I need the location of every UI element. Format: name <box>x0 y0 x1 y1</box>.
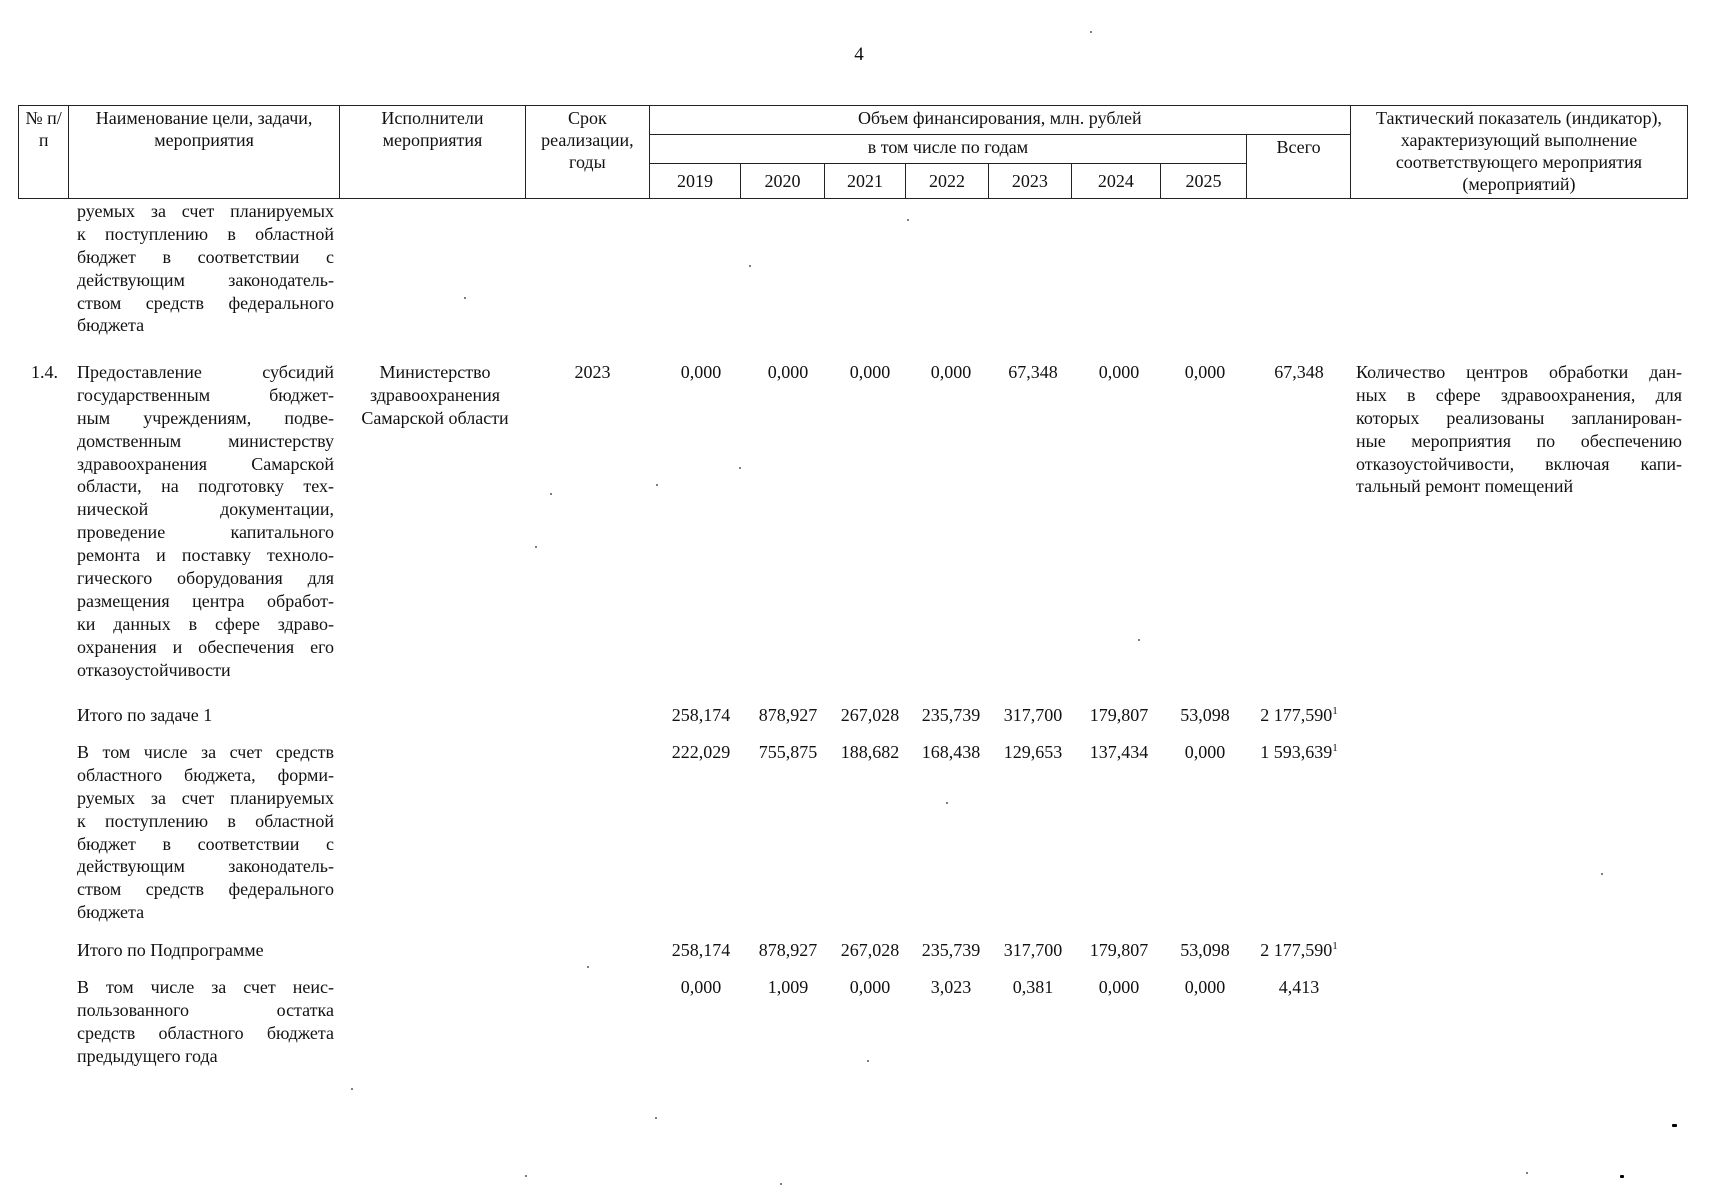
scan-speck <box>464 297 466 299</box>
text-line: домственным министерству <box>77 430 334 451</box>
funding-value: 3,023 <box>930 977 972 997</box>
text-line: здравоохранения <box>369 384 501 405</box>
funding-value: 0,000 <box>1184 362 1226 382</box>
row-name <box>77 704 334 727</box>
header-year: 2022 <box>906 164 988 199</box>
text-line: ством средств федерального <box>77 292 334 313</box>
header-term: Срок реализации, годы <box>525 106 649 199</box>
text-line: гического оборудования для <box>77 568 334 589</box>
funding-total-value: 2 177,590 <box>1260 940 1333 960</box>
funding-total-value: 4,413 <box>1278 977 1320 997</box>
funding-total-value: 2 177,590 <box>1260 705 1333 725</box>
header-year: 2019 <box>649 164 741 199</box>
funding-value: 179,807 <box>1089 705 1149 725</box>
text-line: действующим законодатель- <box>77 269 334 290</box>
funding-total-value: 67,348 <box>1274 362 1324 382</box>
funding-value: 188,682 <box>840 742 900 762</box>
funding-value: 0,000 <box>680 362 722 382</box>
funding-value: 0,000 <box>1184 742 1226 762</box>
funding-total-value: 1 593,639 <box>1260 742 1333 762</box>
text-line: Итого по задаче 1 <box>77 705 213 725</box>
text-line: Количество центров обработки дан- <box>1356 362 1682 382</box>
row-name <box>77 976 334 1068</box>
funding-total <box>1244 704 1354 727</box>
funding-total <box>1244 976 1354 999</box>
text-line: проведение капитального <box>77 522 334 543</box>
row-name <box>77 200 334 337</box>
text-line: тальный ремонт помещений <box>1356 476 1574 497</box>
row-name <box>77 361 334 681</box>
scan-speck <box>1526 1172 1528 1174</box>
text-line: ным учреждениям, подве- <box>77 407 334 428</box>
text-line: ством средств федерального <box>77 879 334 900</box>
funding-value: 0,000 <box>680 977 722 997</box>
row-name <box>77 741 334 924</box>
text-line: нической документации, <box>77 499 334 520</box>
text-line: здравоохранения Самарской <box>77 453 334 474</box>
header-name: Наименование цели, задачи, мероприятия <box>69 106 340 199</box>
text-line: охранения и обеспечения его <box>77 636 334 657</box>
funding-value: 235,739 <box>921 705 981 725</box>
funding-value: 0,000 <box>849 362 891 382</box>
funding-value: 317,700 <box>1003 705 1063 725</box>
scan-speck <box>749 265 751 267</box>
text-line: бюджет в соответствии с <box>77 833 334 854</box>
text-line: размещения центра обработ- <box>77 590 334 611</box>
funding-total <box>1244 741 1354 764</box>
text-line: предыдущего года <box>77 1045 218 1066</box>
text-line: Министерство <box>379 362 491 382</box>
text-line: руемых за счет планируемых <box>77 201 334 221</box>
scan-speck <box>946 802 948 804</box>
funding-value: 755,875 <box>758 742 818 762</box>
text-line: действующим законодатель- <box>77 856 334 877</box>
funding-value: 0,000 <box>1184 977 1226 997</box>
funding-value: 317,700 <box>1003 940 1063 960</box>
funding-value: 0,000 <box>930 362 972 382</box>
scan-speck <box>780 1183 782 1185</box>
funding-value: 179,807 <box>1089 940 1149 960</box>
funding-value: 0,000 <box>1098 977 1140 997</box>
funding-value: 129,653 <box>1003 742 1063 762</box>
funding-value: 878,927 <box>758 940 818 960</box>
header-indicator: Тактический показатель (индикатор), характеризующий выполнение соответствующего мероприятия (мероприятий) <box>1350 106 1687 199</box>
scan-speck <box>1672 1124 1677 1127</box>
funding-total <box>1244 361 1354 384</box>
header-executors: Исполнители мероприятия <box>339 106 525 199</box>
scan-speck <box>1138 639 1140 641</box>
row-term: 2023 <box>574 362 611 382</box>
funding-value: 137,434 <box>1089 742 1149 762</box>
header-year: 2024 <box>1072 164 1161 199</box>
scan-speck <box>1090 31 1092 33</box>
header-total: Всего <box>1247 135 1351 199</box>
text-line: ных в сфере здравоохранения, для <box>1356 384 1682 405</box>
header-funding: Объем финансирования, млн. рублей <box>649 106 1350 135</box>
header-year: 2020 <box>741 164 824 199</box>
funding-value: 0,000 <box>767 362 809 382</box>
funding-value: 67,348 <box>1008 362 1058 382</box>
text-line: ки данных в сфере здраво- <box>77 613 334 634</box>
text-line: В том числе за счет неис- <box>77 977 334 997</box>
footnote-marker: 1 <box>1332 940 1338 952</box>
row-num: 1.4. <box>31 362 58 382</box>
text-line: ремонта и поставку техноло- <box>77 545 334 566</box>
funding-value: 258,174 <box>671 940 731 960</box>
funding-value: 222,029 <box>671 742 731 762</box>
funding-value: 0,000 <box>1098 362 1140 382</box>
text-line: пользованного остатка <box>77 999 334 1020</box>
scan-speck <box>1620 1175 1624 1178</box>
text-line: Итого по Подпрограмме <box>77 940 264 960</box>
text-line: отказоустойчивости <box>77 659 231 680</box>
scan-speck <box>1601 873 1603 875</box>
text-line: Самарской области <box>361 407 509 428</box>
scan-speck <box>739 467 741 469</box>
text-line: к поступлению в областной <box>77 810 334 831</box>
funding-value: 0,381 <box>1012 977 1054 997</box>
table-header <box>18 105 1688 199</box>
header-year: 2021 <box>824 164 905 199</box>
text-line: областного бюджета, форми- <box>77 764 334 785</box>
funding-total <box>1244 939 1354 962</box>
scan-speck <box>550 493 552 495</box>
text-line: ные мероприятия по обеспечению <box>1356 430 1682 451</box>
scan-speck <box>867 1060 869 1062</box>
scan-speck <box>351 1088 353 1090</box>
funding-value: 1,009 <box>767 977 809 997</box>
text-line: Предоставление субсидий <box>77 362 334 382</box>
scan-speck <box>525 1175 527 1177</box>
funding-value: 267,028 <box>840 940 900 960</box>
scan-speck <box>587 966 589 968</box>
footnote-marker: 1 <box>1332 742 1338 754</box>
footnote-marker: 1 <box>1332 705 1338 717</box>
funding-value: 267,028 <box>840 705 900 725</box>
text-line: руемых за счет планируемых <box>77 787 334 808</box>
text-line: отказоустойчивости, включая капи- <box>1356 453 1682 474</box>
header-year: 2025 <box>1160 164 1247 199</box>
funding-value: 878,927 <box>758 705 818 725</box>
text-line: государственным бюджет- <box>77 384 334 405</box>
funding-value: 0,000 <box>849 977 891 997</box>
text-line: средств областного бюджета <box>77 1022 334 1043</box>
scan-speck <box>535 546 537 548</box>
scan-speck <box>655 1117 657 1119</box>
funding-value: 168,438 <box>921 742 981 762</box>
page-number: 4 <box>854 44 864 65</box>
text-line: к поступлению в областной <box>77 223 334 244</box>
text-line: которых реализованы запланирован- <box>1356 407 1682 428</box>
header-by-years: в том числе по годам <box>649 135 1246 164</box>
funding-value: 235,739 <box>921 940 981 960</box>
scan-speck <box>907 219 909 221</box>
row-indicator <box>1356 361 1682 498</box>
scan-speck <box>656 484 658 486</box>
funding-value: 53,098 <box>1180 940 1230 960</box>
row-name <box>77 939 334 962</box>
text-line: области, на подготовку тех- <box>77 476 334 497</box>
header-year: 2023 <box>988 164 1071 199</box>
funding-value: 258,174 <box>671 705 731 725</box>
text-line: бюджета <box>77 902 145 923</box>
funding-value: 53,098 <box>1180 705 1230 725</box>
text-line: В том числе за счет средств <box>77 742 334 762</box>
text-line: бюджета <box>77 315 145 336</box>
row-executor <box>345 361 525 430</box>
header-num: № п/п <box>19 106 69 199</box>
text-line: бюджет в соответствии с <box>77 246 334 267</box>
